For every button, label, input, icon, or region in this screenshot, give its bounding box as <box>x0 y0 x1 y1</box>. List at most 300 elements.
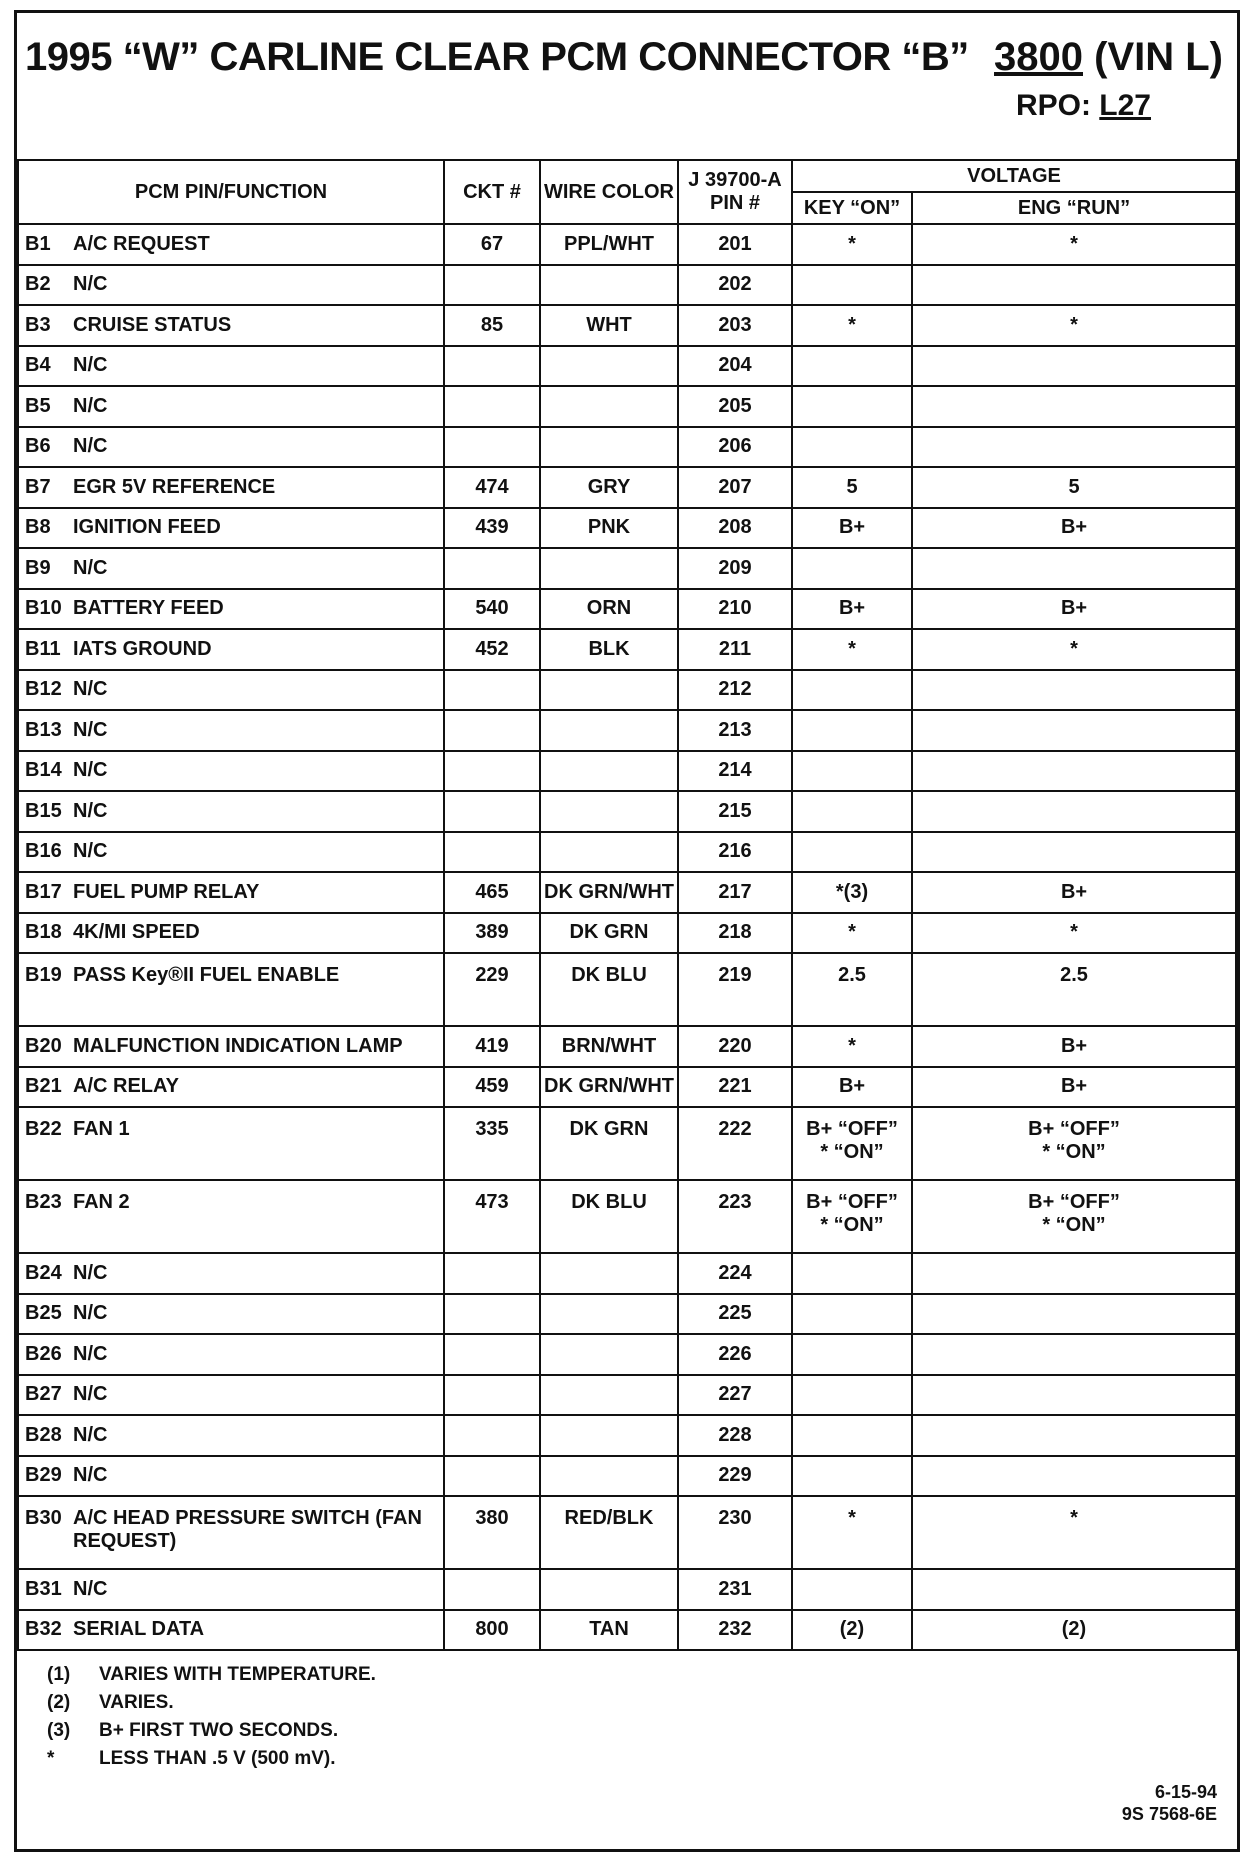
note-text: VARIES. <box>99 1692 174 1713</box>
cell-pin-function <box>18 1180 444 1253</box>
cell-wire-color <box>540 346 678 387</box>
cell-key-on <box>792 386 912 427</box>
cell-pin-function <box>18 1253 444 1294</box>
pin-id: B2 <box>25 273 51 296</box>
cell-wire-color <box>540 1375 678 1416</box>
voltage-value: B+ <box>838 1075 866 1098</box>
cell-wire-color <box>540 670 678 711</box>
cell-ckt <box>444 1415 540 1456</box>
cell-key-on <box>792 1294 912 1335</box>
voltage-value: * <box>848 921 856 944</box>
cell-eng-run <box>912 1253 1236 1294</box>
page-title: 1995 “W” CARLINE CLEAR PCM CONNECTOR “B” <box>25 35 969 79</box>
note-mark: * <box>47 1748 55 1769</box>
cell-wire-color: ORN <box>540 589 678 630</box>
cell-ckt: 474 <box>444 467 540 508</box>
cell-pin-function <box>18 1569 444 1610</box>
engine-code: 3800 <box>994 35 1083 79</box>
cell-eng-run <box>912 1456 1236 1497</box>
cell-wire-color: TAN <box>540 1610 678 1651</box>
pin-table <box>17 159 1237 1651</box>
voltage-value-secondary: * “ON” <box>820 1141 884 1163</box>
cell-key-on <box>792 1610 912 1651</box>
cell-eng-run <box>912 1180 1236 1253</box>
table-row <box>18 1180 1236 1253</box>
cell-ckt: 465 <box>444 872 540 913</box>
table-row <box>18 427 1236 468</box>
cell-pin-function <box>18 751 444 792</box>
cell-eng-run <box>912 832 1236 873</box>
table-row <box>18 305 1236 346</box>
table-row <box>18 224 1236 265</box>
pin-id: B12 <box>25 678 62 701</box>
function-label: N/C <box>73 394 108 417</box>
voltage-value: * <box>848 313 856 336</box>
function-label: A/C HEAD PRESSURE SWITCH (FAN REQUEST) <box>73 1507 422 1552</box>
pin-id: B17 <box>25 880 62 903</box>
function-label: FAN 2 <box>73 1191 130 1213</box>
cell-pin-function <box>18 1610 444 1651</box>
cell-ckt <box>444 548 540 589</box>
voltage-value: 5 <box>1068 475 1080 498</box>
pin-id: B31 <box>25 1577 62 1600</box>
function-label: IATS GROUND <box>73 637 212 660</box>
cell-pin-function <box>18 548 444 589</box>
cell-ckt <box>444 427 540 468</box>
cell-ckt: 389 <box>444 913 540 954</box>
table-row <box>18 1415 1236 1456</box>
cell-pin-function <box>18 467 444 508</box>
cell-j-pin: 211 <box>678 629 792 670</box>
function-label: N/C <box>73 678 108 701</box>
cell-ckt: 800 <box>444 1610 540 1651</box>
header-key-on: KEY “ON” <box>792 192 912 224</box>
function-label: CRUISE STATUS <box>73 313 232 336</box>
cell-pin-function <box>18 305 444 346</box>
table-row <box>18 1496 1236 1569</box>
cell-key-on <box>792 1415 912 1456</box>
cell-eng-run <box>912 1375 1236 1416</box>
header-j-pin <box>678 160 792 224</box>
note-item <box>47 1717 376 1745</box>
cell-j-pin: 215 <box>678 791 792 832</box>
cell-ckt <box>444 670 540 711</box>
cell-wire-color: BLK <box>540 629 678 670</box>
cell-pin-function <box>18 508 444 549</box>
cell-wire-color: GRY <box>540 467 678 508</box>
footer-doc-code: 9S 7568-6E <box>1121 1804 1217 1824</box>
pin-id: B20 <box>25 1034 62 1057</box>
title-block <box>17 13 1237 159</box>
cell-ckt: 229 <box>444 953 540 1026</box>
note-mark: (2) <box>47 1692 71 1713</box>
cell-key-on <box>792 1334 912 1375</box>
cell-pin-function <box>18 1456 444 1497</box>
voltage-value: B+ <box>1060 597 1088 620</box>
cell-j-pin: 208 <box>678 508 792 549</box>
table-row <box>18 508 1236 549</box>
cell-wire-color <box>540 265 678 306</box>
cell-ckt <box>444 386 540 427</box>
cell-eng-run <box>912 1496 1236 1569</box>
function-label: FAN 1 <box>73 1118 130 1140</box>
table-row <box>18 1375 1236 1416</box>
header-j-pin-line2: PIN # <box>709 192 761 214</box>
pin-id: B4 <box>25 354 51 377</box>
cell-eng-run <box>912 710 1236 751</box>
table-row <box>18 386 1236 427</box>
function-label: MALFUNCTION INDICATION LAMP <box>73 1034 403 1057</box>
cell-eng-run <box>912 1067 1236 1108</box>
cell-j-pin: 228 <box>678 1415 792 1456</box>
cell-key-on <box>792 953 912 1026</box>
connector-sheet <box>14 10 1240 1852</box>
cell-wire-color: DK BLU <box>540 953 678 1026</box>
cell-eng-run <box>912 872 1236 913</box>
cell-pin-function <box>18 1026 444 1067</box>
cell-j-pin: 212 <box>678 670 792 711</box>
pin-id: B10 <box>25 597 62 620</box>
cell-j-pin: 225 <box>678 1294 792 1335</box>
cell-wire-color: RED/BLK <box>540 1496 678 1569</box>
cell-pin-function <box>18 1375 444 1416</box>
pin-id: B11 <box>25 637 61 660</box>
cell-pin-function <box>18 629 444 670</box>
cell-wire-color: BRN/WHT <box>540 1026 678 1067</box>
pin-id: B18 <box>25 921 62 944</box>
cell-wire-color <box>540 1415 678 1456</box>
voltage-value: * <box>1070 1507 1078 1529</box>
cell-pin-function <box>18 1107 444 1180</box>
cell-key-on <box>792 1253 912 1294</box>
header-eng-run: ENG “RUN” <box>912 192 1236 224</box>
cell-j-pin: 220 <box>678 1026 792 1067</box>
function-label: N/C <box>73 1261 108 1284</box>
cell-eng-run <box>912 467 1236 508</box>
cell-ckt: 85 <box>444 305 540 346</box>
cell-ckt <box>444 1253 540 1294</box>
cell-key-on <box>792 467 912 508</box>
cell-key-on <box>792 224 912 265</box>
cell-j-pin: 204 <box>678 346 792 387</box>
table-row <box>18 467 1236 508</box>
pin-id: B29 <box>25 1464 62 1487</box>
cell-ckt <box>444 1375 540 1416</box>
note-text: B+ FIRST TWO SECONDS. <box>99 1720 339 1741</box>
pin-id: B19 <box>25 964 62 986</box>
cell-j-pin: 203 <box>678 305 792 346</box>
cell-wire-color: DK GRN <box>540 1107 678 1180</box>
table-row <box>18 832 1236 873</box>
engine-heading <box>994 35 1223 80</box>
cell-eng-run <box>912 629 1236 670</box>
cell-ckt <box>444 265 540 306</box>
cell-wire-color <box>540 832 678 873</box>
cell-key-on <box>792 832 912 873</box>
cell-key-on <box>792 1026 912 1067</box>
function-label: IGNITION FEED <box>73 516 221 539</box>
function-label: N/C <box>73 556 108 579</box>
cell-ckt <box>444 1456 540 1497</box>
pin-id: B26 <box>25 1342 62 1365</box>
function-label: N/C <box>73 759 108 782</box>
table-row <box>18 1067 1236 1108</box>
cell-wire-color <box>540 1334 678 1375</box>
cell-j-pin: 213 <box>678 710 792 751</box>
cell-eng-run <box>912 427 1236 468</box>
note-text: VARIES WITH TEMPERATURE. <box>99 1664 376 1685</box>
voltage-value: B+ <box>1060 1034 1088 1057</box>
table-row <box>18 1253 1236 1294</box>
rpo-line <box>1016 89 1151 123</box>
voltage-value: * <box>1070 313 1078 336</box>
function-label: N/C <box>73 354 108 377</box>
cell-eng-run <box>912 791 1236 832</box>
cell-j-pin: 227 <box>678 1375 792 1416</box>
cell-eng-run <box>912 1107 1236 1180</box>
pin-id: B25 <box>25 1302 62 1325</box>
voltage-value-secondary: * “ON” <box>820 1214 884 1236</box>
note-item <box>47 1745 376 1773</box>
cell-pin-function <box>18 1496 444 1569</box>
cell-ckt: 419 <box>444 1026 540 1067</box>
cell-pin-function <box>18 670 444 711</box>
table-row <box>18 346 1236 387</box>
cell-wire-color: DK GRN/WHT <box>540 872 678 913</box>
cell-pin-function <box>18 346 444 387</box>
cell-j-pin: 216 <box>678 832 792 873</box>
pin-id: B21 <box>25 1075 62 1098</box>
function-label: N/C <box>73 840 108 863</box>
cell-j-pin: 221 <box>678 1067 792 1108</box>
cell-wire-color: DK BLU <box>540 1180 678 1253</box>
table-row <box>18 1610 1236 1651</box>
cell-wire-color <box>540 548 678 589</box>
cell-pin-function <box>18 953 444 1026</box>
cell-ckt <box>444 791 540 832</box>
vin-code: (VIN L) <box>1094 35 1223 79</box>
cell-eng-run <box>912 913 1236 954</box>
cell-key-on <box>792 1496 912 1569</box>
voltage-value: *(3) <box>835 880 869 903</box>
cell-j-pin: 223 <box>678 1180 792 1253</box>
voltage-value: 2.5 <box>1060 964 1088 986</box>
function-label: N/C <box>73 1423 108 1446</box>
pin-id: B5 <box>25 394 51 417</box>
voltage-value: (2) <box>1061 1618 1087 1641</box>
cell-eng-run <box>912 224 1236 265</box>
pin-id: B15 <box>25 799 62 822</box>
cell-wire-color <box>540 1253 678 1294</box>
cell-pin-function <box>18 913 444 954</box>
cell-key-on <box>792 872 912 913</box>
cell-ckt <box>444 710 540 751</box>
function-label: 4K/MI SPEED <box>73 921 200 944</box>
cell-pin-function <box>18 791 444 832</box>
pin-id: B16 <box>25 840 62 863</box>
pin-id: B3 <box>25 313 51 336</box>
voltage-value: B+ “OFF” <box>1028 1191 1120 1213</box>
cell-wire-color <box>540 1294 678 1335</box>
footer-code <box>1122 1781 1217 1825</box>
cell-eng-run <box>912 508 1236 549</box>
cell-eng-run <box>912 1294 1236 1335</box>
cell-wire-color: PNK <box>540 508 678 549</box>
table-row <box>18 1107 1236 1180</box>
function-label: FUEL PUMP RELAY <box>73 880 260 903</box>
pin-id: B24 <box>25 1261 62 1284</box>
cell-pin-function <box>18 265 444 306</box>
cell-key-on <box>792 670 912 711</box>
cell-eng-run <box>912 548 1236 589</box>
cell-key-on <box>792 629 912 670</box>
note-mark: (3) <box>47 1720 71 1741</box>
pin-id: B6 <box>25 435 51 458</box>
function-label: N/C <box>73 1342 108 1365</box>
voltage-value: (2) <box>839 1618 865 1641</box>
cell-pin-function <box>18 872 444 913</box>
cell-ckt <box>444 832 540 873</box>
cell-j-pin: 214 <box>678 751 792 792</box>
table-row <box>18 791 1236 832</box>
cell-ckt <box>444 1294 540 1335</box>
voltage-value: * <box>848 637 856 660</box>
cell-key-on <box>792 346 912 387</box>
cell-pin-function <box>18 386 444 427</box>
cell-eng-run <box>912 670 1236 711</box>
pin-id: B30 <box>25 1507 62 1529</box>
voltage-value: B+ <box>838 597 866 620</box>
cell-ckt <box>444 751 540 792</box>
table-row <box>18 872 1236 913</box>
pin-id: B13 <box>25 718 62 741</box>
cell-key-on <box>792 589 912 630</box>
table-row <box>18 1334 1236 1375</box>
rpo-label: RPO: <box>1015 89 1091 122</box>
cell-wire-color <box>540 791 678 832</box>
table-row <box>18 953 1236 1026</box>
voltage-value: B+ <box>838 516 866 539</box>
cell-eng-run <box>912 589 1236 630</box>
cell-ckt: 67 <box>444 224 540 265</box>
cell-eng-run <box>912 751 1236 792</box>
pin-id: B22 <box>25 1118 62 1140</box>
function-label: PASS Key®II FUEL ENABLE <box>73 964 340 986</box>
note-item <box>47 1689 376 1717</box>
cell-j-pin: 206 <box>678 427 792 468</box>
cell-ckt: 380 <box>444 1496 540 1569</box>
pin-id: B14 <box>25 759 62 782</box>
table-row <box>18 629 1236 670</box>
cell-ckt: 452 <box>444 629 540 670</box>
cell-ckt: 473 <box>444 1180 540 1253</box>
cell-j-pin: 217 <box>678 872 792 913</box>
cell-wire-color: WHT <box>540 305 678 346</box>
voltage-value: * <box>848 1034 856 1057</box>
cell-j-pin: 218 <box>678 913 792 954</box>
cell-wire-color <box>540 1569 678 1610</box>
voltage-value: 2.5 <box>838 964 866 986</box>
cell-key-on <box>792 548 912 589</box>
cell-j-pin: 201 <box>678 224 792 265</box>
pin-id: B1 <box>25 232 51 255</box>
cell-wire-color <box>540 710 678 751</box>
table-body <box>18 224 1236 1650</box>
table-row <box>18 1456 1236 1497</box>
function-label: N/C <box>73 1383 108 1406</box>
cell-ckt <box>444 1569 540 1610</box>
voltage-value: * <box>1070 232 1078 255</box>
cell-j-pin: 229 <box>678 1456 792 1497</box>
rpo-code: L27 <box>1099 89 1151 122</box>
header-j-pin-line1: J 39700-A <box>688 169 782 191</box>
cell-eng-run <box>912 1610 1236 1651</box>
voltage-value-secondary: * “ON” <box>1042 1214 1106 1236</box>
voltage-value: B+ “OFF” <box>806 1191 898 1213</box>
cell-wire-color <box>540 751 678 792</box>
cell-ckt: 439 <box>444 508 540 549</box>
pin-id: B7 <box>25 475 51 498</box>
cell-key-on <box>792 305 912 346</box>
cell-wire-color: DK GRN <box>540 913 678 954</box>
function-label: SERIAL DATA <box>73 1618 205 1641</box>
cell-eng-run <box>912 346 1236 387</box>
cell-j-pin: 207 <box>678 467 792 508</box>
cell-eng-run <box>912 1415 1236 1456</box>
table-row <box>18 913 1236 954</box>
cell-j-pin: 222 <box>678 1107 792 1180</box>
table-row <box>18 1294 1236 1335</box>
function-label: N/C <box>73 1577 108 1600</box>
note-text: LESS THAN .5 V (500 mV). <box>99 1748 336 1769</box>
cell-eng-run <box>912 1569 1236 1610</box>
cell-wire-color: DK GRN/WHT <box>540 1067 678 1108</box>
cell-key-on <box>792 1569 912 1610</box>
cell-eng-run <box>912 265 1236 306</box>
cell-wire-color <box>540 1456 678 1497</box>
cell-pin-function <box>18 1415 444 1456</box>
header-wire-color: WIRE COLOR <box>540 160 678 224</box>
cell-j-pin: 202 <box>678 265 792 306</box>
function-label: BATTERY FEED <box>73 597 224 620</box>
cell-pin-function <box>18 832 444 873</box>
voltage-value: B+ “OFF” <box>1028 1118 1120 1140</box>
cell-key-on <box>792 427 912 468</box>
cell-j-pin: 226 <box>678 1334 792 1375</box>
function-label: N/C <box>73 1302 108 1325</box>
cell-pin-function <box>18 427 444 468</box>
cell-j-pin: 224 <box>678 1253 792 1294</box>
voltage-value: B+ <box>1060 880 1088 903</box>
table-row <box>18 1569 1236 1610</box>
cell-key-on <box>792 1107 912 1180</box>
note-item <box>47 1661 376 1689</box>
header-voltage: VOLTAGE <box>792 160 1236 192</box>
cell-key-on <box>792 791 912 832</box>
cell-key-on <box>792 1456 912 1497</box>
table-row <box>18 265 1236 306</box>
cell-eng-run <box>912 1334 1236 1375</box>
function-label: A/C REQUEST <box>73 232 210 255</box>
voltage-value: * <box>848 1507 856 1529</box>
function-label: N/C <box>73 1464 108 1487</box>
function-label: N/C <box>73 718 108 741</box>
cell-pin-function <box>18 224 444 265</box>
cell-ckt: 540 <box>444 589 540 630</box>
cell-ckt: 459 <box>444 1067 540 1108</box>
table-row <box>18 670 1236 711</box>
cell-pin-function <box>18 1334 444 1375</box>
